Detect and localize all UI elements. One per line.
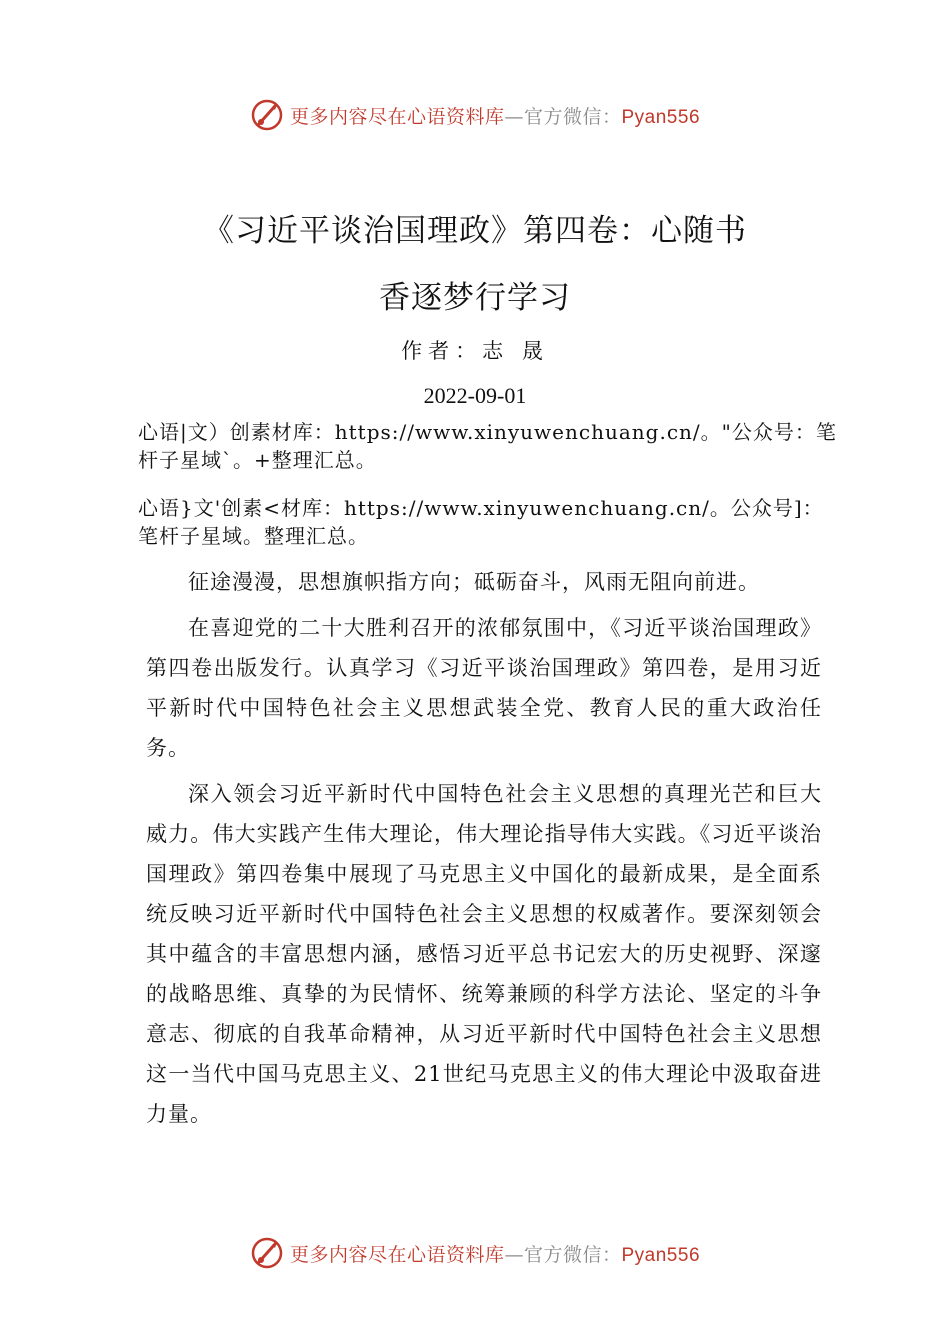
banner-wechat-id: Pyan556 (621, 1244, 701, 1266)
page-title-line-2: 香逐梦行学习 (379, 280, 571, 316)
header-banner (0, 95, 950, 135)
publish-date: 2022-09-01 (423, 383, 527, 408)
banner-dash: — (504, 1243, 524, 1266)
paragraph-2: 在喜迎党的二十大胜利召开的浓郁氛围中，《习近平谈治国理政》第四卷出版发行。认真学习《习近平谈治国理政》第四卷，是用习近平新时代中国特色社会主义思想武装全党、教育人民的重大政治任务。 (146, 616, 822, 760)
author-line: 作者：志 晟 (401, 339, 549, 363)
paragraph-3: 深入领会习近平新时代中国特色社会主义思想的真理光芒和巨大威力。伟大实践产生伟大理论，伟大理论指导伟大实践。《习近平谈治国理政》第四卷集中展现了马克思主义中国化的最新成果，是全面系统反映习近平新时代中国特色社会主义思想的权威著作。要深刻领会其中蕴含的丰富思想内涵，感悟习近平总书记宏大的历史视野、深邃的战略思维、真挚的为民情怀、统筹兼顾的科学方法论、坚定的斗争意志、彻底的自我革命精神，从习近平新时代中国特色社会主义思想这一当代中国马克思主义、21世纪马克思主义的伟大理论中汲取奋进力量。 (146, 782, 822, 1126)
banner-prefix: 更多内容尽在心语资料库 (289, 1243, 505, 1266)
source-note-1: 心语|文）创素材库：https://www.xinyuwenchuang.cn/。"公众号：笔杆子星域`。+整理汇总。 (138, 420, 837, 472)
banner-prefix: 更多内容尽在心语资料库 (289, 105, 505, 128)
brush-logo-icon (250, 98, 284, 132)
footer-banner (0, 1233, 950, 1273)
article-body (146, 562, 822, 1140)
banner-middle: 官方微信： (523, 1243, 622, 1266)
source-note-2: 心语}文'创素<材库：https://www.xinyuwenchuang.cn/。公众号]：笔杆子星域。整理汇总。 (138, 496, 824, 548)
paragraph-1: 征途漫漫，思想旗帜指方向；砥砺奋斗，风雨无阻向前进。 (188, 570, 760, 594)
brush-logo-icon (250, 1236, 284, 1270)
banner-middle: 官方微信： (523, 105, 622, 128)
banner-wechat-id: Pyan556 (621, 106, 701, 128)
page-title-line-1: 《习近平谈治国理政》第四卷：心随书 (203, 213, 747, 249)
banner-dash: — (504, 105, 524, 128)
